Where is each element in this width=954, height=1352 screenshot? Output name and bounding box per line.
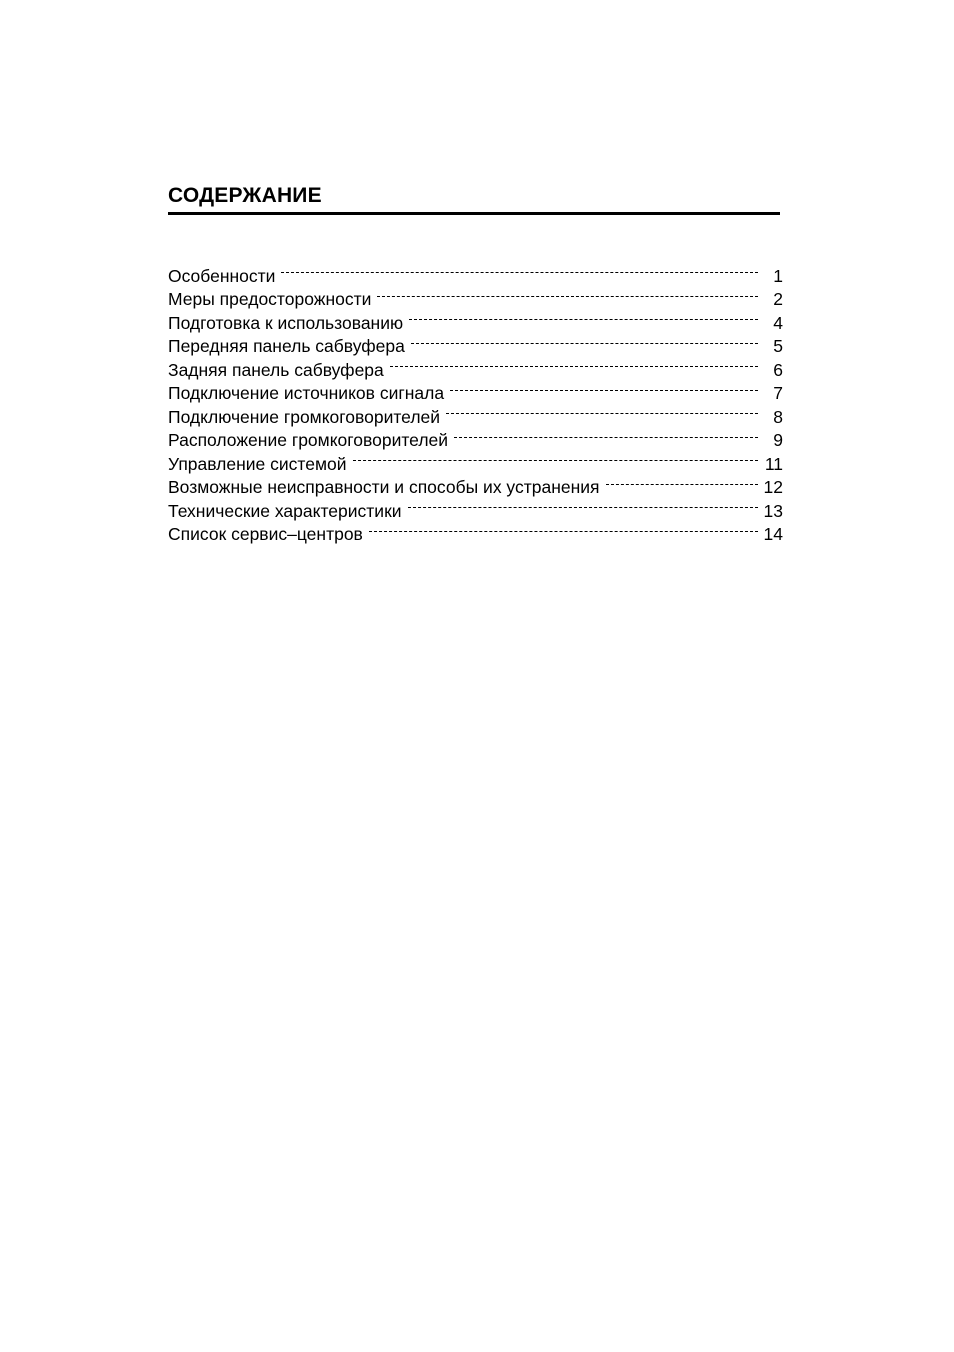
- toc-entry-page: 8: [773, 406, 783, 427]
- toc-entry-page: 12: [763, 477, 783, 497]
- toc-entry-page: 1: [773, 265, 783, 286]
- title-underline: [168, 212, 780, 215]
- toc-entry-label: Меры предосторожности: [168, 289, 372, 309]
- toc-entry-page: 5: [773, 336, 783, 356]
- toc-dot-leader: [353, 446, 758, 470]
- toc-dot-leader: [446, 399, 758, 423]
- toc-entry-label: Особенности: [168, 265, 276, 286]
- table-of-contents: [168, 258, 783, 544]
- toc-dot-leader: [408, 493, 758, 517]
- toc-entry-label: Подключение источников сигнала: [168, 383, 445, 403]
- page-title: СОДЕРЖАНИЕ: [168, 184, 322, 207]
- toc-dot-leader: [281, 258, 758, 282]
- toc-entry-page: 11: [764, 453, 783, 474]
- toc-dot-leader: [411, 329, 758, 353]
- toc-dot-leader: [390, 352, 758, 376]
- toc-entry-label: Передняя панель сабвуфера: [168, 336, 405, 356]
- toc-entry-page: 4: [773, 312, 783, 333]
- toc-dot-leader: [454, 423, 758, 447]
- toc-entry-page: 13: [763, 500, 783, 521]
- toc-dot-leader: [409, 305, 758, 329]
- toc-entry-label: Подготовка к использованию: [168, 312, 404, 333]
- toc-dot-leader: [606, 470, 758, 494]
- toc-entry-page: 7: [773, 383, 783, 403]
- toc-entry-page: 9: [773, 430, 783, 450]
- toc-dot-leader: [369, 517, 758, 541]
- toc-entry-label: Возможные неисправности и способы их устранения: [168, 477, 600, 497]
- toc-dot-leader: [450, 376, 758, 400]
- toc-entry-page: 14: [763, 524, 783, 544]
- toc-entry-label: Расположение громкоговорителей: [168, 430, 449, 450]
- toc-entry-label: Управление системой: [168, 453, 347, 474]
- toc-entry-page: 2: [773, 289, 783, 309]
- toc-entry-label: Подключение громкоговорителей: [168, 406, 441, 427]
- toc-entry-label: Список сервис–центров: [168, 524, 363, 544]
- toc-entry-label: Задняя панель сабвуфера: [168, 359, 384, 380]
- toc-entry[interactable]: [168, 258, 783, 286]
- toc-entry-page: 6: [773, 359, 783, 380]
- toc-dot-leader: [377, 282, 758, 306]
- toc-entry-label: Технические характеристики: [168, 500, 402, 521]
